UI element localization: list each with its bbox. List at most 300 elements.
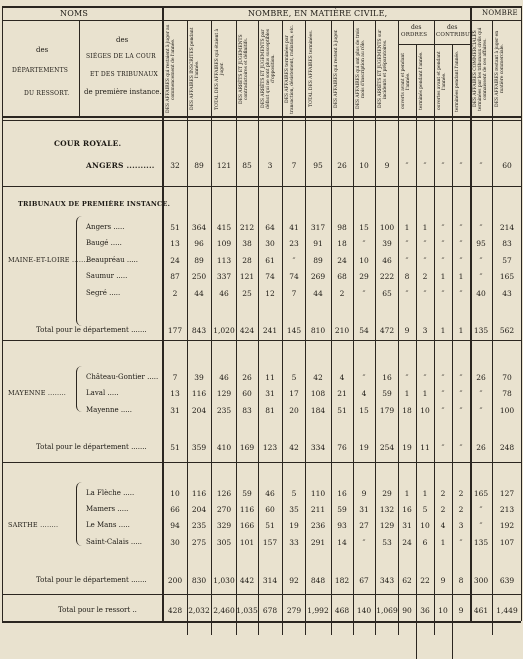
data-cell: 269 [310, 272, 326, 281]
seat-label: Saint-Calais ..... [86, 538, 143, 546]
header-bottom-rule-2 [2, 120, 521, 121]
col-header-7: TOTAL DES AFFAIRES terminées. [309, 30, 314, 108]
data-cell: 107 [499, 538, 515, 547]
data-cell: 166 [239, 521, 255, 530]
data-cell: 46 [382, 256, 392, 265]
seat-label: Château-Gontier ..... [86, 373, 159, 381]
data-cell: 5 [291, 373, 297, 382]
data-cell: 17 [289, 389, 299, 398]
data-cell: ″ [479, 256, 483, 265]
data-cell: ″ [459, 443, 463, 452]
data-cell: 62 [402, 576, 412, 585]
data-cell: 329 [216, 521, 232, 530]
data-cell: 1 [440, 326, 446, 335]
data-cell: 100 [499, 406, 515, 415]
data-cell: 410 [216, 443, 232, 452]
data-cell: 10 [420, 521, 430, 530]
data-cell: ″ [479, 505, 483, 514]
data-cell: 334 [310, 443, 326, 452]
data-cell: 83 [502, 239, 512, 248]
data-cell: 60 [242, 389, 252, 398]
data-cell: 129 [379, 521, 395, 530]
data-cell: 2 [422, 272, 428, 281]
data-cell: ″ [441, 373, 445, 382]
col-header-1: DES AFFAIRES qui restaient à juger au commencement de l'année. [166, 24, 176, 114]
data-cell: 59 [337, 505, 347, 514]
bottom-rule [2, 621, 521, 623]
data-cell: 83 [242, 406, 252, 415]
data-cell: 250 [191, 272, 207, 281]
total-label: Total pour le département ....... [36, 443, 147, 451]
separator-cour [2, 186, 521, 187]
data-cell: 291 [310, 538, 326, 547]
data-cell: ″ [405, 161, 409, 170]
data-cell: 1 [422, 489, 428, 498]
data-cell: 13 [170, 239, 180, 248]
data-cell: 70 [502, 373, 512, 382]
data-cell: 10 [438, 606, 448, 615]
seat-label: Segré ..... [86, 289, 121, 297]
data-cell: 2 [440, 489, 446, 498]
data-cell: 39 [382, 239, 392, 248]
data-cell: 32 [170, 161, 180, 170]
des-right: des [116, 36, 129, 44]
data-cell: 16 [402, 505, 412, 514]
data-cell: 2 [172, 289, 178, 298]
data-cell: 7 [291, 161, 297, 170]
data-cell: 6 [422, 538, 428, 547]
data-cell: 1 [458, 272, 464, 281]
data-cell: 275 [191, 538, 207, 547]
data-cell: 60 [265, 505, 275, 514]
data-cell: 18 [337, 239, 347, 248]
du-ressort-header: DU RESSORT. [24, 90, 70, 97]
data-cell: ″ [459, 389, 463, 398]
data-cell: ″ [423, 239, 427, 248]
data-cell: 1,035 [236, 606, 258, 615]
data-cell: 248 [499, 443, 515, 452]
data-cell: 46 [219, 373, 229, 382]
data-cell: ″ [423, 161, 427, 170]
top-rule [2, 6, 521, 8]
premiere-header: de première instance. [84, 88, 162, 96]
data-cell: 3 [267, 161, 273, 170]
data-cell: 28 [242, 256, 252, 265]
data-cell: 305 [216, 538, 232, 547]
data-cell: 1 [458, 326, 464, 335]
data-cell: ″ [423, 256, 427, 265]
col-header-2: DES AFFAIRES INSCRITES pendant l'année. [190, 27, 200, 111]
data-cell: 2 [458, 489, 464, 498]
data-cell: 100 [379, 223, 395, 232]
col-header-10: DES ARRÊTS ET JUGEMENTS sur incidents et préparatoires. [378, 29, 388, 109]
data-cell: 16 [382, 373, 392, 382]
brace-sarthe [76, 482, 83, 546]
col-header-11: ouverts avant et pendant l'année. [401, 53, 411, 109]
data-cell: 3 [458, 521, 464, 530]
data-cell: 11 [265, 373, 275, 382]
data-cell: 44 [313, 289, 323, 298]
data-cell: 116 [191, 489, 207, 498]
data-cell: 8 [404, 272, 410, 281]
data-cell: 92 [289, 576, 299, 585]
nombre-right-header: NOMBRE [482, 9, 518, 17]
data-cell: 830 [191, 576, 207, 585]
nombre-civile-header: NOMBRE, EN MATIÈRE CIVILE, [248, 9, 388, 18]
data-cell: 116 [239, 505, 255, 514]
data-cell: 89 [313, 256, 323, 265]
data-cell: 16 [337, 489, 347, 498]
departements-header: DÉPARTEMENTS [12, 67, 69, 74]
data-cell: ″ [362, 289, 366, 298]
data-cell: 15 [359, 406, 369, 415]
cour-royale-label: COUR ROYALE. [54, 139, 122, 148]
des-left: des [36, 46, 49, 54]
data-cell: ″ [459, 373, 463, 382]
data-cell: 428 [167, 606, 183, 615]
data-cell: 2 [458, 505, 464, 514]
data-cell: 43 [502, 289, 512, 298]
data-cell: 1,992 [307, 606, 329, 615]
seat-label: Angers ..... [86, 223, 125, 231]
data-cell: 270 [216, 505, 232, 514]
data-cell: ″ [405, 256, 409, 265]
data-cell: ″ [441, 443, 445, 452]
data-cell: 44 [194, 289, 204, 298]
data-cell: 30 [170, 538, 180, 547]
data-cell: 19 [359, 443, 369, 452]
data-cell: 235 [216, 406, 232, 415]
data-cell: 42 [313, 373, 323, 382]
data-cell: 442 [239, 576, 255, 585]
data-cell: 91 [313, 239, 323, 248]
data-cell: 415 [216, 223, 232, 232]
data-cell: 4 [440, 521, 446, 530]
data-cell: 132 [379, 505, 395, 514]
data-cell: 26 [476, 443, 486, 452]
data-cell: 41 [289, 223, 299, 232]
data-cell: 14 [337, 538, 347, 547]
data-cell: 65 [382, 289, 392, 298]
data-cell: 127 [499, 489, 515, 498]
data-cell: 123 [262, 443, 278, 452]
data-cell: 51 [170, 443, 180, 452]
seat-label: ANGERS .......... [86, 161, 155, 170]
data-cell: ″ [459, 239, 463, 248]
data-cell: 2,032 [188, 606, 210, 615]
data-cell: 314 [262, 576, 278, 585]
data-cell: 279 [286, 606, 302, 615]
data-cell: 177 [167, 326, 183, 335]
data-cell: 24 [170, 256, 180, 265]
data-cell: 85 [242, 161, 252, 170]
data-cell: ″ [459, 161, 463, 170]
data-cell: 94 [170, 521, 180, 530]
data-cell: 61 [265, 256, 275, 265]
seat-label: Mamers ..... [86, 505, 129, 513]
data-cell: 214 [499, 223, 515, 232]
separator-sarthe [2, 594, 521, 595]
data-cell: ″ [405, 289, 409, 298]
data-cell: 13 [170, 389, 180, 398]
data-cell: 87 [170, 272, 180, 281]
data-cell: ″ [362, 538, 366, 547]
data-cell: 26 [337, 161, 347, 170]
data-cell: 31 [170, 406, 180, 415]
data-cell: 60 [502, 161, 512, 170]
data-cell: 8 [458, 576, 464, 585]
col-header-3: TOTAL DES AFFAIRES qui étaient à juger. [215, 28, 225, 110]
col-header-8: DES AFFAIRES qui restent à juger. [334, 29, 339, 109]
data-cell: 343 [379, 576, 395, 585]
data-cell: 211 [310, 505, 326, 514]
data-cell: 222 [379, 272, 395, 281]
data-cell: 31 [265, 389, 275, 398]
data-cell: ″ [441, 161, 445, 170]
data-cell: 317 [310, 223, 326, 232]
data-cell: 192 [499, 521, 515, 530]
col-header-9: DES AFFAIRES qui ont plus de trois mois d'inscription au rôle. [356, 28, 366, 110]
data-cell: 19 [402, 443, 412, 452]
data-cell: 11 [420, 443, 430, 452]
total-label: Total pour le département ....... [36, 326, 147, 334]
data-cell: 562 [499, 326, 515, 335]
data-cell: 204 [191, 406, 207, 415]
seat-label: Beaupréau ..... [86, 256, 138, 264]
data-cell: 179 [379, 406, 395, 415]
data-cell: 110 [310, 489, 326, 498]
data-cell: 24 [337, 256, 347, 265]
data-cell: 1 [404, 489, 410, 498]
seat-label: Saumur ..... [86, 272, 128, 280]
data-cell: ″ [405, 373, 409, 382]
data-cell: 98 [337, 223, 347, 232]
data-cell: 33 [289, 538, 299, 547]
data-cell: 42 [289, 443, 299, 452]
data-cell: 59 [382, 389, 392, 398]
data-cell: 23 [289, 239, 299, 248]
data-cell: ″ [459, 223, 463, 232]
data-cell: 26 [242, 373, 252, 382]
data-cell: 9 [458, 606, 464, 615]
data-cell: ″ [459, 289, 463, 298]
data-cell: 22 [420, 576, 430, 585]
data-cell: 10 [170, 489, 180, 498]
contributions-header: CONTRIBUT. [436, 32, 475, 38]
data-cell: 38 [242, 239, 252, 248]
data-cell: 36 [420, 606, 430, 615]
seat-label: La Flèche ..... [86, 489, 135, 497]
data-cell: ″ [362, 373, 366, 382]
brace-maine [76, 216, 83, 326]
data-cell: 204 [191, 505, 207, 514]
data-cell: 121 [239, 272, 255, 281]
data-cell: 30 [265, 239, 275, 248]
data-cell: 212 [239, 223, 255, 232]
data-cell: 3 [422, 326, 428, 335]
data-cell: 18 [402, 406, 412, 415]
total-label: Total pour le ressort .. [58, 606, 137, 614]
data-cell: ″ [441, 223, 445, 232]
data-cell: 200 [167, 576, 183, 585]
data-cell: ″ [479, 272, 483, 281]
ordres-header: ORDRES [401, 32, 428, 38]
data-cell: 1 [404, 223, 410, 232]
data-cell: ″ [362, 239, 366, 248]
data-cell: 472 [379, 326, 395, 335]
data-cell: 848 [310, 576, 326, 585]
data-cell: 93 [337, 521, 347, 530]
brace-mayenne [76, 366, 83, 412]
seat-label: Baugé ..... [86, 239, 122, 247]
data-cell: 101 [239, 538, 255, 547]
des-ordres: des [411, 24, 422, 31]
data-cell: 95 [313, 161, 323, 170]
data-cell: 140 [356, 606, 372, 615]
data-cell: 2 [440, 505, 446, 514]
data-cell: 53 [382, 538, 392, 547]
department-label: SARTHE ........ [8, 521, 59, 529]
data-cell: 121 [216, 161, 232, 170]
data-cell: ″ [441, 239, 445, 248]
data-cell: 64 [265, 223, 275, 232]
data-cell: 9 [440, 576, 446, 585]
data-cell: 169 [239, 443, 255, 452]
data-cell: ″ [479, 223, 483, 232]
data-cell: 68 [337, 272, 347, 281]
data-cell: 95 [476, 239, 486, 248]
total-label: Total pour le département ....... [36, 576, 147, 584]
data-cell: 74 [265, 272, 275, 281]
data-cell: 843 [191, 326, 207, 335]
data-cell: 9 [361, 489, 367, 498]
data-cell: ″ [441, 406, 445, 415]
data-cell: 10 [420, 406, 430, 415]
data-cell: 4 [339, 373, 345, 382]
data-cell: 51 [337, 406, 347, 415]
data-cell: 31 [359, 505, 369, 514]
sieges-header: SIÉGES DE LA COUR [86, 53, 156, 60]
data-cell: ″ [441, 389, 445, 398]
data-cell: 1 [404, 389, 410, 398]
data-cell: ″ [441, 289, 445, 298]
data-cell: 29 [382, 489, 392, 498]
data-cell: 21 [337, 389, 347, 398]
data-cell: ″ [292, 256, 296, 265]
data-cell: 57 [502, 256, 512, 265]
data-cell: 235 [191, 521, 207, 530]
data-cell: 157 [262, 538, 278, 547]
separator-mayenne [2, 462, 521, 463]
separator-mel [2, 340, 521, 341]
data-cell: ″ [423, 289, 427, 298]
data-cell: 35 [289, 505, 299, 514]
data-cell: 145 [286, 326, 302, 335]
data-cell: 29 [359, 272, 369, 281]
data-cell: 468 [334, 606, 350, 615]
data-cell: 109 [216, 239, 232, 248]
data-cell: 1,069 [376, 606, 398, 615]
data-cell: 96 [194, 239, 204, 248]
data-cell: 67 [359, 576, 369, 585]
data-cell: 5 [422, 505, 428, 514]
data-cell: 78 [502, 389, 512, 398]
seat-label: Le Mans ..... [86, 521, 130, 529]
col-header-5: DES ARRÊTS ET JUGEMENTS par défaut qui ne sont plus susceptibles d'opposition. [261, 29, 276, 110]
data-cell: ″ [405, 239, 409, 248]
col-header-15: DES AFFAIRES COMMERCIALES terminées par les tribunaux civils qui connaissent de ces affaires. [473, 27, 488, 111]
data-cell: 116 [191, 389, 207, 398]
data-cell: ″ [441, 256, 445, 265]
data-cell: 210 [334, 326, 350, 335]
data-cell: ″ [423, 373, 427, 382]
data-cell: 678 [262, 606, 278, 615]
data-cell: 90 [402, 606, 412, 615]
data-cell: 461 [473, 606, 489, 615]
data-cell: ″ [479, 406, 483, 415]
data-cell: 1 [422, 223, 428, 232]
data-cell: 31 [402, 521, 412, 530]
data-cell: 20 [289, 406, 299, 415]
data-cell: 59 [242, 489, 252, 498]
department-label: MAYENNE ........ [8, 389, 67, 397]
data-cell: 2 [339, 289, 345, 298]
data-cell: 19 [289, 521, 299, 530]
data-cell: 126 [216, 489, 232, 498]
data-cell: 165 [473, 489, 489, 498]
data-cell: 165 [499, 272, 515, 281]
noms-header: NOMS [60, 9, 89, 18]
data-cell: 46 [265, 489, 275, 498]
department-label: MAINE-ET-LOIRE ........ [8, 256, 91, 264]
data-cell: 7 [172, 373, 178, 382]
data-cell: 4 [361, 389, 367, 398]
data-cell: 74 [289, 272, 299, 281]
data-cell: 2,460 [213, 606, 235, 615]
des-contrib: des [447, 24, 458, 31]
data-cell: 24 [402, 538, 412, 547]
data-cell: 12 [265, 289, 275, 298]
data-cell: 108 [310, 389, 326, 398]
col-header-16: DES AFFAIRES restant à juger en matière commerciale. [495, 30, 505, 108]
data-cell: 135 [473, 326, 489, 335]
data-cell: 184 [310, 406, 326, 415]
data-cell: 9 [404, 326, 410, 335]
data-cell: 300 [473, 576, 489, 585]
data-cell: 182 [334, 576, 350, 585]
data-cell: ″ [479, 389, 483, 398]
data-cell: 364 [191, 223, 207, 232]
data-cell: 10 [359, 161, 369, 170]
data-cell: 54 [359, 326, 369, 335]
data-cell: 337 [216, 272, 232, 281]
data-cell: 129 [216, 389, 232, 398]
data-cell: 89 [194, 256, 204, 265]
data-cell: 15 [359, 223, 369, 232]
col-header-6: DES AFFAIRES terminées par transaction, désistement, radiation, etc. [285, 24, 295, 114]
data-cell: 1 [440, 272, 446, 281]
data-cell: 241 [262, 326, 278, 335]
data-cell: 40 [476, 289, 486, 298]
data-cell: 359 [191, 443, 207, 452]
data-cell: 9 [384, 161, 390, 170]
data-cell: 27 [359, 521, 369, 530]
data-cell: 254 [379, 443, 395, 452]
data-cell: 7 [291, 289, 297, 298]
data-cell: 213 [499, 505, 515, 514]
data-cell: 76 [337, 443, 347, 452]
et-des-header: ET DES TRIBUNAUX [90, 71, 158, 78]
